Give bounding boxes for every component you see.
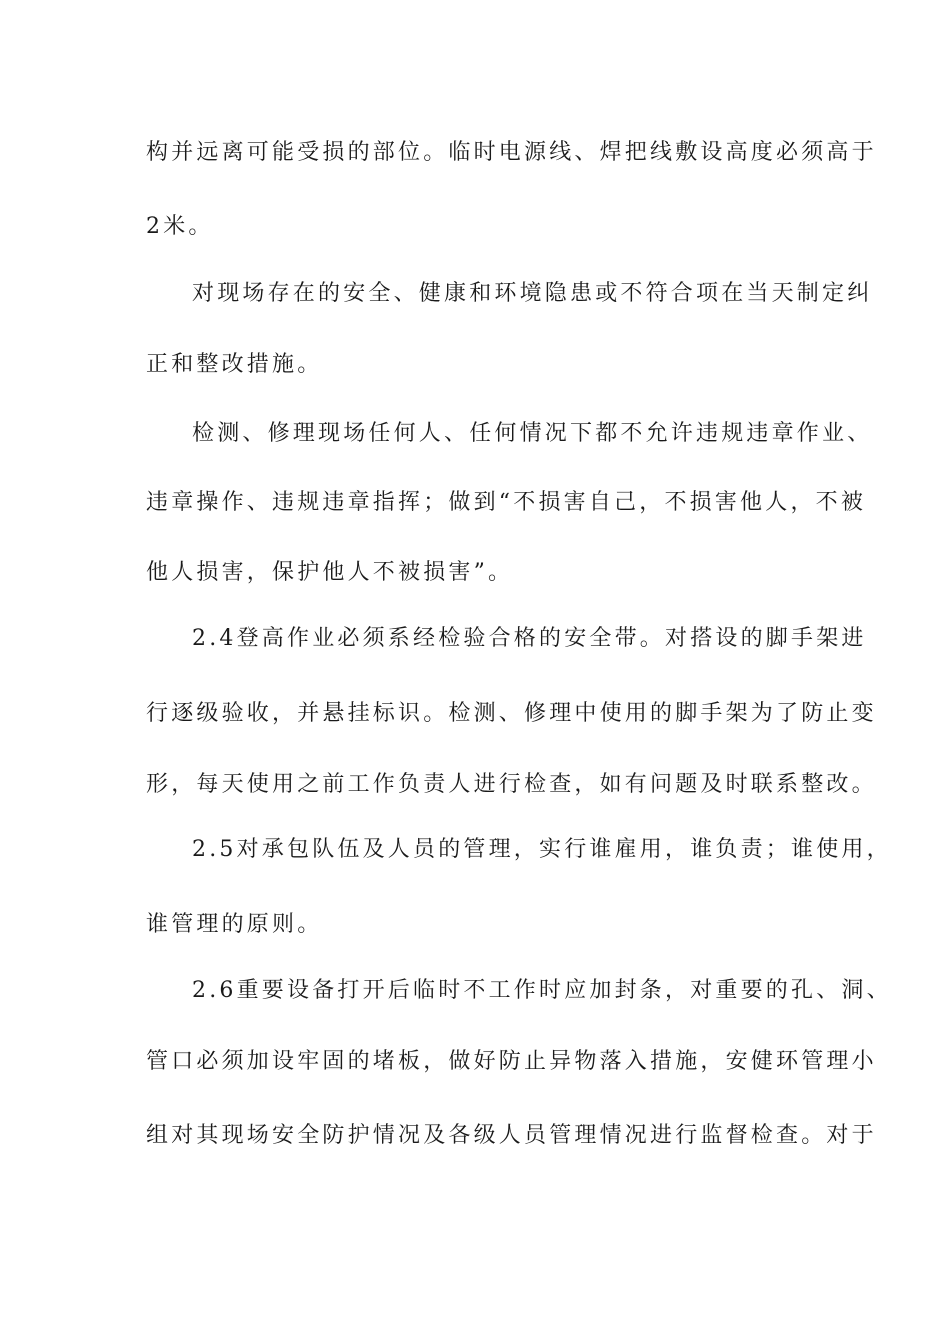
paragraph-start-line: 2.4登高作业必须系经检验合格的安全带。对搭设的脚手架进 <box>192 626 867 651</box>
text-line: 违章操作、违规违章指挥；做到“不损害自己，不损害他人，不被 <box>146 490 867 515</box>
text-line: 正和整改措施。 <box>146 352 323 377</box>
text-line: 构并远离可能受损的部位。临时电源线、焊把线敷设高度必须高于 <box>146 140 877 165</box>
text-line: 2米。 <box>146 214 214 239</box>
text-line: 行逐级验收，并悬挂标识。检测、修理中使用的脚手架为了防止变 <box>146 701 877 726</box>
text-line: 管口必须加设牢固的堵板，做好防止异物落入措施，安健环管理小 <box>146 1049 877 1074</box>
text-line: 组对其现场安全防护情况及各级人员管理情况进行监督检查。对于 <box>146 1123 877 1148</box>
paragraph-start-line: 2.5对承包队伍及人员的管理，实行谁雇用，谁负责；谁使用， <box>192 837 892 862</box>
text-line: 谁管理的原则。 <box>146 912 323 937</box>
text-line: 他人损害，保护他人不被损害”。 <box>146 560 514 585</box>
paragraph-start-line: 检测、修理现场任何人、任何情况下都不允许违规违章作业、 <box>192 421 873 446</box>
paragraph-start-line: 2.6重要设备打开后临时不工作时应加封条，对重要的孔、洞、 <box>192 978 892 1003</box>
text-line: 形，每天使用之前工作负责人进行检查，如有问题及时联系整改。 <box>146 772 877 797</box>
paragraph-start-line: 对现场存在的安全、健康和环境隐患或不符合项在当天制定纠 <box>192 281 873 306</box>
